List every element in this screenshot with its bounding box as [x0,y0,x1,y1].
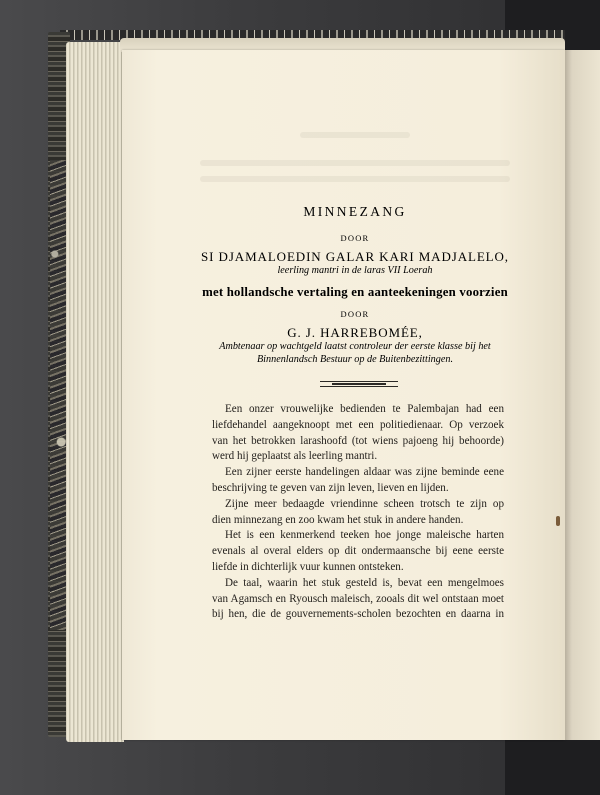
body-line: dien minnezang en zoo kwam het stuk in andere handen. [212,513,464,526]
body-line: Het is een kenmerkend teeken hoe jonge maleische harten [225,529,504,542]
ornament-divider [320,381,398,387]
page-mark [556,516,560,526]
body-line: Zijne meer bedaagde vriendinne scheen trotsch te zijn op [225,497,504,510]
page-stack [66,42,124,742]
body-line: De taal, waarin het stuk gesteld is, bevat een mengelmoes [225,576,504,589]
door-label: DOOR [340,309,370,319]
body-line: Een zijner eerste handelingen aldaar was zijne beminde eene [225,466,504,479]
bleed-through [200,160,510,166]
body-text [212,402,504,623]
body-line: bij hen, die de gouvernements-scholen bezochten en daarna in [212,608,504,621]
translation-heading: met hollandsche vertaling en aanteekeningen voorzien [202,285,508,299]
body-line: liefdehandel aangeknoopt met een politiedienaar. Op verzoek [212,418,504,431]
door-label: DOOR [340,233,370,243]
body-line: werd hij geplaatst als leerling mantri. [212,450,378,463]
body-line: van Agamsch en Ryousch maleisch, zooals dit wel ontstaan moet [212,592,504,605]
facing-page [565,50,600,740]
bleed-through [300,132,410,138]
author-description: leerling mantri in de laras VII Loerah [277,265,433,276]
body-line: evenals al overal elders op dit ondermaansche bij eene eerste [212,545,504,558]
body-line: beschrijving te geven van zijn leven, lieven en lijden. [212,481,449,494]
bleed-through [200,176,510,182]
translator-description: Ambtenaar op wachtgeld laatst controleur der eerste klasse bij het [219,341,491,352]
body-line: van het betrokken larashoofd (tot wiens pajoeng hij behoorde) [212,434,504,447]
body-line: Een onzer vrouwelijke bedienden te Palembajan had een [225,403,504,415]
translator-description: Binnenlandsch Bestuur op de Buitenbezittingen. [256,354,454,365]
marbled-cover [50,160,66,630]
body-line: liefde in dichterlijk vuur kunnen ontsteken. [212,560,404,573]
book-page [122,50,565,740]
author-name: SI DJAMALOEDIN GALAR KARI MADJALELO, [201,249,509,264]
translator-name: G. J. HARREBOMÉE, [287,325,423,340]
page-title: MINNEZANG [303,204,407,219]
